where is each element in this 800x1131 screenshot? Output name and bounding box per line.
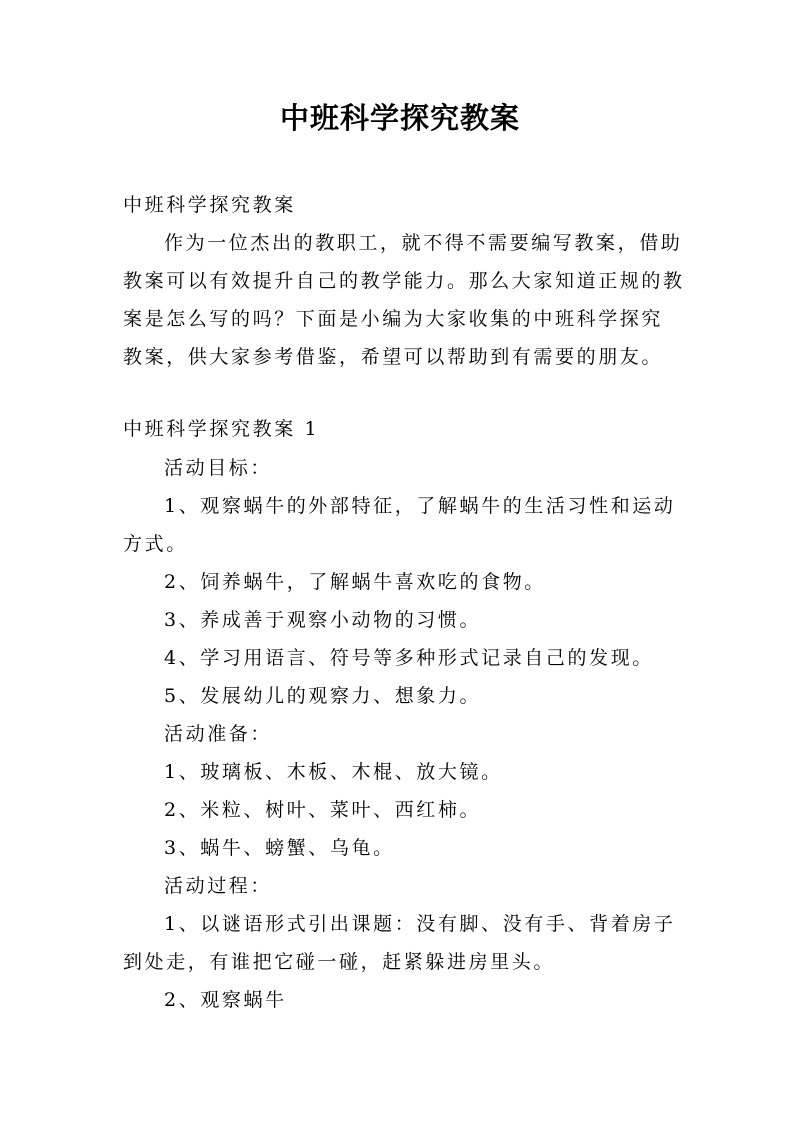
goal-1-line-1: 1、观察蜗牛的外部特征，了解蜗牛的生活习性和运动	[164, 495, 676, 517]
goal-5: 5、发展幼儿的观察力、想象力。	[164, 685, 482, 707]
prep-1: 1、玻璃板、木板、木棍、放大镜。	[164, 761, 503, 783]
document-title: 中班科学探究教案	[279, 101, 520, 135]
process-1-line-1: 1、以谜语形式引出课题：没有脚、没有手、背着房子	[164, 913, 676, 935]
prep-heading: 活动准备：	[164, 723, 273, 745]
prep-2: 2、米粒、树叶、菜叶、西红柿。	[164, 799, 482, 821]
prep-3: 3、蜗牛、螃蟹、乌龟。	[164, 837, 395, 859]
intro-line-4: 教案，供大家参考借鉴，希望可以帮助到有需要的朋友。	[123, 346, 664, 368]
goal-1-line-2: 方式。	[123, 533, 188, 555]
goals-heading: 活动目标：	[164, 457, 273, 479]
intro-line-1: 作为一位杰出的教职工，就不得不需要编写教案，借助	[164, 232, 683, 254]
goal-3: 3、养成善于观察小动物的习惯。	[164, 609, 482, 631]
process-heading: 活动过程：	[164, 875, 273, 897]
process-1-line-2: 到处走，有谁把它碰一碰，赶紧躲进房里头。	[123, 951, 556, 973]
section-heading: 中班科学探究教案 1	[123, 418, 320, 440]
goal-2: 2、饲养蜗牛，了解蜗牛喜欢吃的食物。	[164, 571, 546, 593]
subtitle: 中班科学探究教案	[123, 194, 296, 216]
process-2: 2、观察蜗牛	[164, 989, 287, 1011]
intro-line-3: 案是怎么写的吗？下面是小编为大家收集的中班科学探究	[123, 308, 664, 330]
intro-line-2: 教案可以有效提升自己的教学能力。那么大家知道正规的教	[123, 270, 685, 292]
goal-4: 4、学习用语言、符号等多种形式记录自己的发现。	[164, 647, 654, 669]
